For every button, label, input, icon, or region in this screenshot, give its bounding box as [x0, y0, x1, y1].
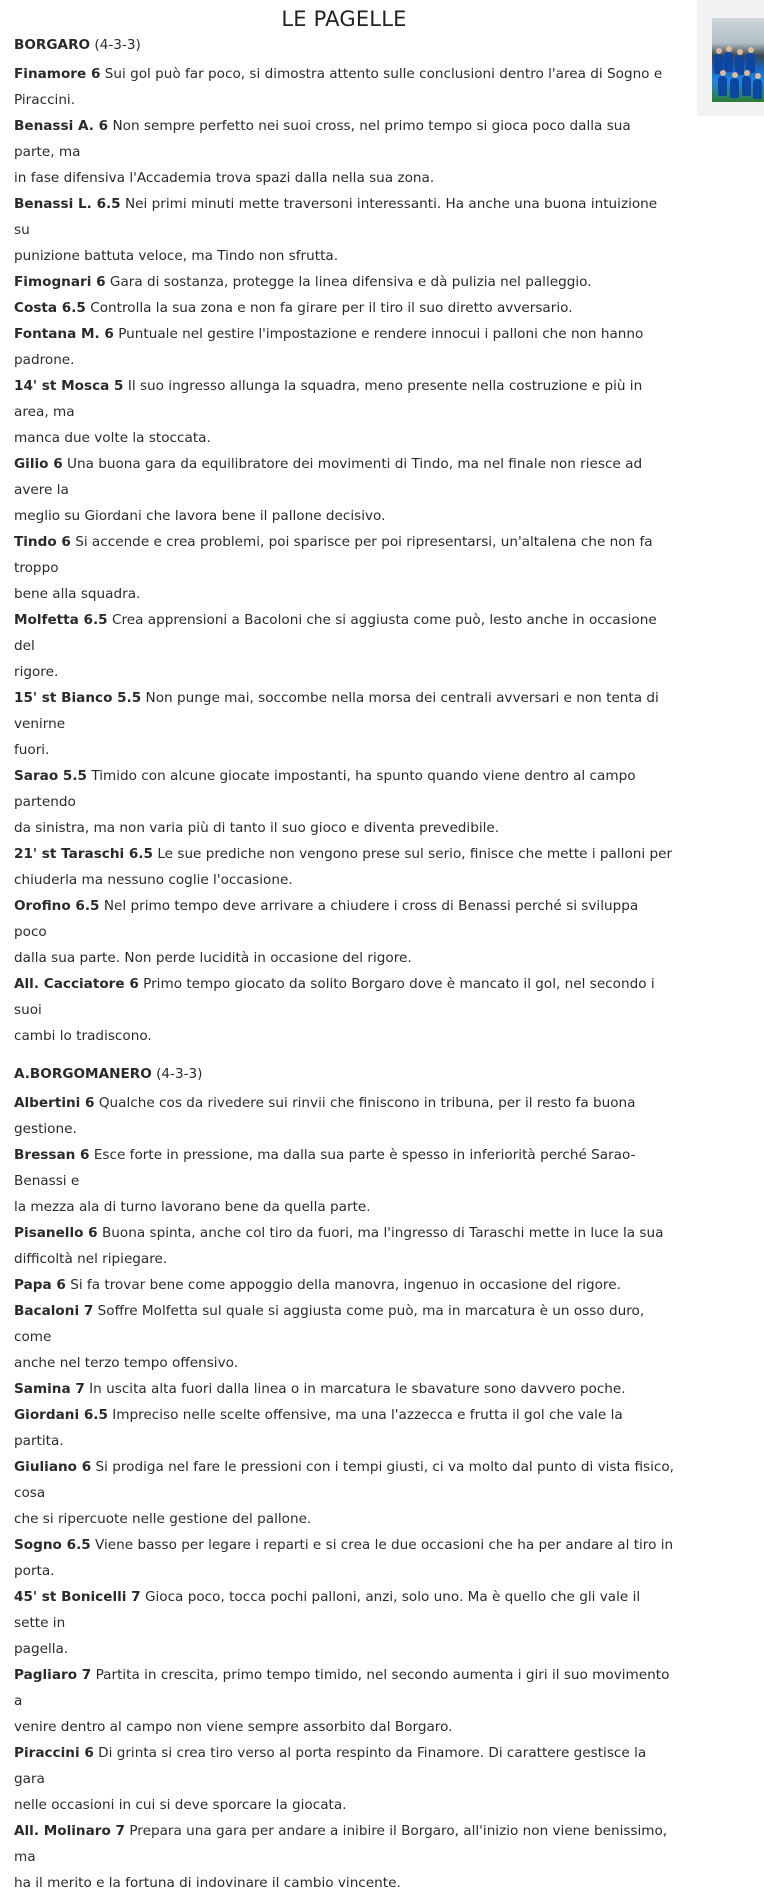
player-comment: che si ripercuote nelle gestione del pallone.: [14, 1511, 312, 1527]
player-name-score: Piraccini 6: [14, 1745, 94, 1761]
player-comment: fuori.: [14, 742, 50, 758]
player-comment: la mezza ala di turno lavorano bene da quella parte.: [14, 1199, 371, 1215]
player-comment: Qualche cos da rivedere sui rinvii che finiscono in tribuna, per il resto fa buona gestione.: [14, 1095, 636, 1137]
team-name: A.BORGOMANERO: [14, 1066, 152, 1082]
player-name-score: Fimognari 6: [14, 274, 106, 290]
player-comment: Nel primo tempo deve arrivare a chiudere i cross di Benassi perché si sviluppa poco: [14, 898, 639, 940]
player-comment: Primo tempo giocato da solito Borgaro dove è mancato il gol, nel secondo i suoi: [14, 976, 655, 1018]
player-comment: venire dentro al campo non viene sempre assorbito dal Borgaro.: [14, 1719, 453, 1735]
player-comment: dalla sua parte. Non perde lucidità in occasione del rigore.: [14, 950, 412, 966]
player-comment: Viene basso per legare i reparti e si crea le due occasioni che ha per andare al tiro in: [95, 1537, 674, 1553]
player-comment: pagella.: [14, 1641, 69, 1657]
player-comment: Si accende e crea problemi, poi sparisce per poi ripresentarsi, un'altalena che non fa troppo: [14, 534, 653, 576]
player-comment: anche nel terzo tempo offensivo.: [14, 1355, 239, 1371]
player-rating: [14, 1090, 674, 1142]
team-heading: [14, 1065, 674, 1083]
player-rating: [14, 893, 674, 971]
player-name-score: 15' st Bianco 5.5: [14, 690, 142, 706]
player-rating: [14, 1402, 674, 1454]
player-figure-icon: [753, 79, 762, 99]
player-comment: difficoltà nel ripiegare.: [14, 1251, 168, 1267]
section-gap: [14, 1049, 674, 1065]
player-comment: Non sempre perfetto nei suoi cross, nel primo tempo si gioca poco dalla sua parte, ma: [14, 118, 631, 160]
player-name-score: Albertini 6: [14, 1095, 95, 1111]
player-rating: [14, 1298, 674, 1376]
player-comment: nelle occasioni in cui si deve sporcare la giocata.: [14, 1797, 347, 1813]
player-rating: [14, 971, 674, 1049]
player-comment: ha il merito e la fortuna di indovinare il cambio vincente.: [14, 1875, 401, 1891]
player-rating: [14, 1662, 674, 1740]
player-rating: [14, 1818, 674, 1896]
player-comment: porta.: [14, 1563, 55, 1579]
player-name-score: Benassi L. 6.5: [14, 196, 121, 212]
player-rating: [14, 451, 674, 529]
player-comment: padrone.: [14, 352, 75, 368]
article: [14, 0, 674, 1896]
player-rating: [14, 1584, 674, 1662]
player-name-score: Fontana M. 6: [14, 326, 114, 342]
player-name-score: Sarao 5.5: [14, 768, 87, 784]
team-formation: (4-3-3): [94, 37, 141, 53]
player-name-score: Finamore 6: [14, 66, 101, 82]
player-name-score: 21' st Taraschi 6.5: [14, 846, 154, 862]
player-rating: [14, 1532, 674, 1584]
player-name-score: All. Molinaro 7: [14, 1823, 126, 1839]
player-rating: [14, 763, 674, 841]
player-name-score: Sogno 6.5: [14, 1537, 91, 1553]
sidebar: [697, 0, 764, 116]
player-comment: Prepara una gara per andare a inibire il Borgaro, all'inizio non viene benissimo, ma: [14, 1823, 668, 1865]
player-comment: Una buona gara da equilibratore dei movimenti di Tindo, ma nel finale non riesce ad avere la: [14, 456, 643, 498]
player-comment: Buona spinta, anche col tiro da fuori, ma l'ingresso di Taraschi mette in luce la sua: [101, 1225, 664, 1241]
player-comment: Piraccini.: [14, 92, 76, 108]
player-figure-icon: [742, 76, 751, 96]
player-rating: [14, 191, 674, 269]
player-rating: [14, 61, 674, 113]
player-rating: [14, 685, 674, 763]
player-comment: Non punge mai, soccombe nella morsa dei centrali avversari e non tenta di venirne: [14, 690, 659, 732]
player-name-score: Gilio 6: [14, 456, 63, 472]
player-rating: [14, 373, 674, 451]
player-comment: Si prodiga nel fare le pressioni con i tempi giusti, ci va molto dal punto di vista fisico, cosa: [14, 1459, 675, 1501]
player-rating: [14, 1272, 674, 1298]
player-name-score: Benassi A. 6: [14, 118, 109, 134]
page-title: LE PAGELLE: [281, 7, 407, 31]
player-name-score: Bacaloni 7: [14, 1303, 94, 1319]
player-name-score: Costa 6.5: [14, 300, 86, 316]
player-comment: bene alla squadra.: [14, 586, 141, 602]
team-photo-thumbnail[interactable]: [712, 18, 764, 102]
player-name-score: Giuliano 6: [14, 1459, 92, 1475]
player-rating: [14, 321, 674, 373]
player-name-score: 14' st Mosca 5: [14, 378, 124, 394]
player-figure-icon: [730, 78, 739, 98]
teams-container: [14, 36, 674, 1896]
player-comment: Controlla la sua zona e non fa girare per il tiro il suo diretto avversario.: [90, 300, 573, 316]
player-name-score: Molfetta 6.5: [14, 612, 108, 628]
player-comment: meglio su Giordani che lavora bene il pallone decisivo.: [14, 508, 386, 524]
player-name-score: Pagliaro 7: [14, 1667, 92, 1683]
player-name-score: Pisanello 6: [14, 1225, 98, 1241]
player-name-score: Papa 6: [14, 1277, 66, 1293]
player-comment: Gara di sostanza, protegge la linea difensiva e dà pulizia nel palleggio.: [109, 274, 592, 290]
player-comment: manca due volte la stoccata.: [14, 430, 211, 446]
player-comment: punizione battuta veloce, ma Tindo non sfrutta.: [14, 248, 339, 264]
player-name-score: Samina 7: [14, 1381, 85, 1397]
player-comment: Timido con alcune giocate impostanti, ha spunto quando viene dentro al campo partendo: [14, 768, 636, 810]
player-rating: [14, 607, 674, 685]
player-comment: cambi lo tradiscono.: [14, 1028, 152, 1044]
player-rating: [14, 529, 674, 607]
player-rating: [14, 1142, 674, 1220]
player-name-score: Bressan 6: [14, 1147, 90, 1163]
player-comment: in fase difensiva l'Accademia trova spazi dalla nella sua zona.: [14, 170, 435, 186]
player-comment: Partita in crescita, primo tempo timido, nel secondo aumenta i giri il suo movimento a: [14, 1667, 670, 1709]
player-figure-icon: [724, 52, 733, 72]
team-name: BORGARO: [14, 37, 91, 53]
player-rating: [14, 295, 674, 321]
player-comment: rigore.: [14, 664, 59, 680]
player-figure-icon: [718, 76, 727, 96]
player-name-score: Orofino 6.5: [14, 898, 100, 914]
player-comment: Puntuale nel gestire l'impostazione e rendere innocui i palloni che non hanno: [118, 326, 644, 342]
team-heading: [14, 36, 674, 54]
player-comment: Il suo ingresso allunga la squadra, meno presente nella costruzione e più in area, ma: [14, 378, 643, 420]
player-rating: [14, 1376, 674, 1402]
player-name-score: Tindo 6: [14, 534, 71, 550]
player-name-score: 45' st Bonicelli 7: [14, 1589, 141, 1605]
player-rating: [14, 1220, 674, 1272]
player-rating: [14, 269, 674, 295]
player-rating: [14, 841, 674, 893]
team-formation: (4-3-3): [156, 1066, 203, 1082]
player-comment: In uscita alta fuori dalla linea o in marcatura le sbavature sono davvero poche.: [89, 1381, 626, 1397]
player-comment: Gioca poco, tocca pochi palloni, anzi, solo uno. Ma è quello che gli vale il sette in: [14, 1589, 641, 1631]
player-comment: Si fa trovar bene come appoggio della manovra, ingenuo in occasione del rigore.: [70, 1277, 621, 1293]
player-comment: da sinistra, ma non varia più di tanto il suo gioco e diventa prevedibile.: [14, 820, 500, 836]
player-comment: Le sue prediche non vengono prese sul serio, finisce che mette i palloni per: [157, 846, 673, 862]
player-comment: Impreciso nelle scelte offensive, ma una l'azzecca e frutta il gol che vale la partita.: [14, 1407, 623, 1449]
player-comment: Esce forte in pressione, ma dalla sua parte è spesso in inferiorità perché Sarao-Benassi e: [14, 1147, 636, 1189]
player-rating: [14, 113, 674, 191]
player-comment: chiuderla ma nessuno coglie l'occasione.: [14, 872, 293, 888]
player-comment: Crea apprensioni a Bacoloni che si aggiusta come può, lesto anche in occasione del: [14, 612, 657, 654]
player-comment: Soffre Molfetta sul quale si aggiusta come può, ma in marcatura è un osso duro, come: [14, 1303, 645, 1345]
player-comment: Nei primi minuti mette traversoni interessanti. Ha anche una buona intuizione su: [14, 196, 658, 238]
player-name-score: All. Cacciatore 6: [14, 976, 139, 992]
player-comment: Di grinta si crea tiro verso al porta respinto da Finamore. Di carattere gestisce la gara: [14, 1745, 647, 1787]
player-rating: [14, 1740, 674, 1818]
player-name-score: Giordani 6.5: [14, 1407, 108, 1423]
player-comment: Sui gol può far poco, si dimostra attento sulle conclusioni dentro l'area di Sogno e: [104, 66, 663, 82]
player-rating: [14, 1454, 674, 1532]
